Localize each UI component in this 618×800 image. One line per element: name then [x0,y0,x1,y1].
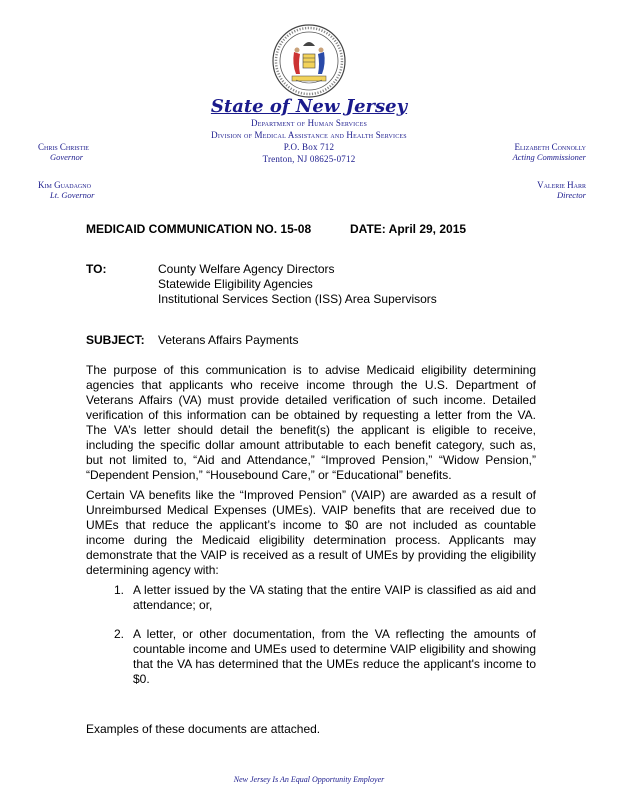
state-title: State of New Jersey [210,96,408,117]
commissioner-block [513,142,586,162]
list-number: 1. [114,583,125,597]
department-name: Department of Human Services [251,118,367,128]
governor-block [38,142,89,162]
subject-text: Veterans Affairs Payments [158,333,299,347]
communication-number: MEDICAID COMMUNICATION NO. 15-08 [86,222,312,236]
closing-line: Examples of these documents are attached. [86,722,321,736]
commissioner-title: Acting Commissioner [512,152,586,162]
po-box: P.O. Box 712 [283,142,335,152]
governor-title: Governor [50,152,84,162]
governor-name: Chris Christie [38,142,89,152]
body-paragraph-2: Certain VA benefits like the “Improved Pension” (VAIP) are awarded as a result of Unreimbursed Medical Expenses (UMEs). VAIP benefits that are received due to UMEs that reduce the applicant’s income to $0 are not included as countable income during the Medicaid eligibility determination process. Applicants may demonstrate that the VAIP is received as a result of UMEs by providing the eligibility determining agency with: [86,488,536,577]
lt-governor-block [38,180,94,200]
body-paragraph-1: The purpose of this communication is to advise Medicaid eligibility determining agencies that applicants who receive income through the U.S. Department of Veterans Affairs (VA) must provide detailed verification of such income. Detailed verification of this information can be obtained by requesting a letter from the VA. The VA’s letter should detail the benefit(s) the applicant is eligible to receive, including the specific dollar amount attributable to each benefit category, such as, but not limited to, “Aid and Attendance,” “Improved Pension,” “Widow Pension,” “Dependent Pension,” “Housebound Care,” or “Educational” benefits. [86,363,536,482]
state-seal-icon [272,24,346,98]
to-label: TO: [86,262,107,276]
recipient-list [158,262,437,307]
director-block [537,180,586,200]
communication-date: DATE: April 29, 2015 [350,222,467,236]
list-number: 2. [114,627,125,641]
lt-governor-title: Lt. Governor [50,190,95,200]
recipient-item: Statewide Eligibility Agencies [158,277,313,291]
footer-text: New Jersey Is An Equal Opportunity Employer [233,775,385,784]
city-address: Trenton, NJ 08625-0712 [262,154,356,164]
director-title: Director [557,190,586,200]
director-name: Valerie Harr [537,180,586,190]
list-item: A letter issued by the VA stating that the entire VAIP is classified as aid and attendance; or, [133,583,536,612]
lt-governor-name: Kim Guadagno [38,180,91,190]
recipient-item: County Welfare Agency Directors [158,262,335,276]
list-item: A letter, or other documentation, from the VA reflecting the amounts of countable income and UMEs used to determine VAIP eligibility and showing that the VA has determined that the UMEs reduce the applicant's income to $0. [133,627,536,686]
subject-label: SUBJECT: [86,333,145,347]
division-name: Division of Medical Assistance and Health Services [211,130,407,140]
commissioner-name: Elizabeth Connolly [514,142,586,152]
recipient-item: Institutional Services Section (ISS) Area Supervisors [158,292,437,306]
